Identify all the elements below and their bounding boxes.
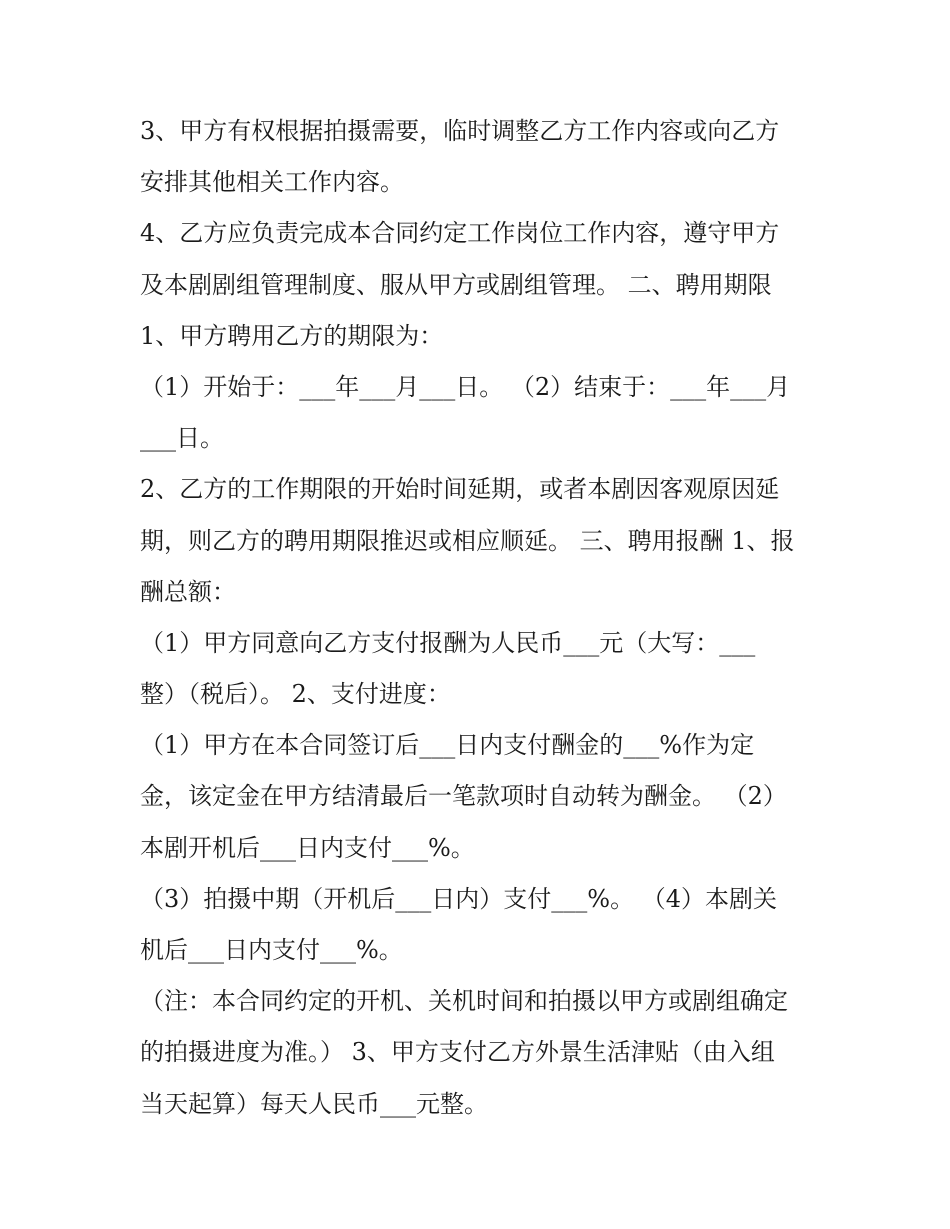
text-line: 本剧开机后___日内支付___%。 (140, 833, 475, 862)
text-line: 1、甲方聘用乙方的期限为： (140, 321, 444, 350)
text-line: 的拍摄进度为准。） 3、甲方支付乙方外景生活津贴（由入组 (140, 1038, 775, 1067)
text-line: 当天起算）每天人民币___元整。 (140, 1089, 488, 1118)
text-line: 机后___日内支付___%。 (140, 936, 403, 964)
text-line: 安排其他相关工作内容。 (140, 168, 404, 197)
text-line: （注：本合同约定的开机、关机时间和拍摄以甲方或剧组确定 (140, 987, 788, 1016)
text-line: 2、乙方的工作期限的开始时间延期，或者本剧因客观原因延 (140, 475, 780, 504)
text-line: 酬总额： (140, 577, 236, 606)
text-line: （1）开始于：___年___月___日。 （2）结束于：___年___月 (140, 372, 791, 401)
text-line: 期，则乙方的聘用期限推迟或相应顺延。 三、聘用报酬 1、报 (140, 526, 795, 555)
text-line: 金，该定金在甲方结清最后一笔款项时自动转为酬金。 （2） (140, 782, 787, 811)
text-line: 整）（税后）。 2、支付进度： (140, 680, 451, 709)
text-line: （1）甲方在本合同签订后___日内支付酬金的___%作为定 (140, 731, 755, 760)
text-line: 3、甲方有权根据拍摄需要，临时调整乙方工作内容或向乙方 (140, 117, 780, 145)
contract-text (140, 106, 812, 1130)
text-line: （3）拍摄中期（开机后___日内）支付___%。 （4）本剧关 (140, 884, 777, 913)
text-line: （1）甲方同意向乙方支付报酬为人民币___元（大写：___ (140, 628, 756, 657)
text-line: 及本剧剧组管理制度、服从甲方或剧组管理。 二、聘用期限 (140, 270, 772, 299)
text-line: ___日。 (140, 424, 224, 453)
text-line: 4、乙方应负责完成本合同约定工作岗位工作内容，遵守甲方 (140, 219, 780, 248)
